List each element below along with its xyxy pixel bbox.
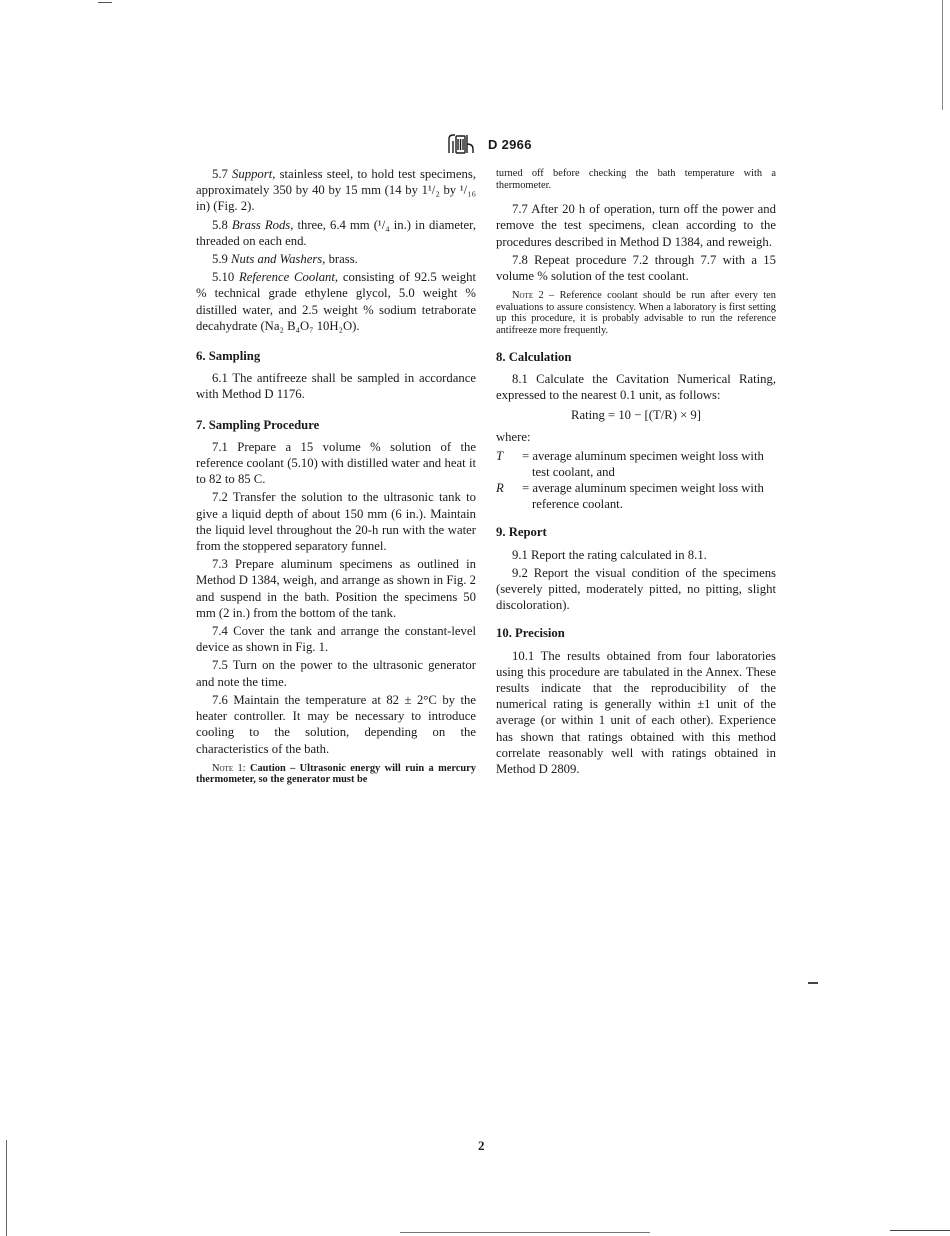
scan-mark (6, 1140, 7, 1236)
page-number: 2 (478, 1138, 485, 1153)
rating-formula: Rating = 10 − [(T/R) × 9] (571, 408, 701, 423)
scan-mark (942, 0, 943, 110)
paragraph-10-1: 10.1 The results obtained from four laboratories using this procedure are tabulated in the Annex. These results indicate that the reproducibility of the numerical rating is generally within ±1 unit of the average (or within 1 unit of each other). Experience has shown that ratings obtained with this method correlate reasonably well with ratings obtained in Method D 2809. (496, 648, 776, 777)
heading-sampling: 6. Sampling (196, 349, 261, 364)
paragraph-5-10: 5.10 Reference Coolant, consisting of 92.5 weight % technical grade ethylene glycol, 5.0 weight % distilled water, and 2.5 weight % sodium tetraborate decahydrate (Na₂ B₄O₇ 10H₂O). (196, 270, 477, 333)
astm-logo-icon (446, 133, 476, 155)
paragraph-5-8: 5.8 Brass Rods, three, 6.4 mm (¹/₄ in.) in diameter, threaded on each end. (196, 217, 476, 248)
page-header (446, 133, 532, 155)
note-2: Note 2 – Reference coolant should be run after every ten evaluations to assure consistency. When a laboratory is first setting up this procedure, it is probably advisable to run the reference antifreeze more frequently. (496, 290, 776, 336)
scan-mark (400, 1232, 650, 1233)
heading-calculation: 8. Calculation (496, 349, 572, 364)
definition-r: R = average aluminum specimen weight loss with reference coolant. (496, 481, 764, 512)
scan-mark (98, 2, 112, 3)
paragraph-9-2: 9.2 Report the visual condition of the specimens (severely pitted, moderately pitted, no pitting, slight discoloration). (496, 565, 776, 613)
heading-sampling-procedure: 7. Sampling Procedure (196, 417, 320, 432)
right-column (496, 166, 776, 779)
paragraph-7-8: 7.8 Repeat procedure 7.2 through 7.7 with a 15 volume % solution of the test coolant. (496, 252, 776, 283)
paragraph-5-7: 5.7 Support, stainless steel, to hold test specimens, approximately 350 by 40 by 15 mm (14 by 1¹/₂ by ¹/₁₆ in) (Fig. 2). (196, 167, 477, 214)
heading-report: 9. Report (496, 525, 547, 540)
note-1: Note 1: Caution – Ultrasonic energy will ruin a mercury thermometer, so the generator must be (196, 762, 476, 786)
paragraph-8-1: 8.1 Calculate the Cavitation Numerical Rating, expressed to the nearest 0.1 unit, as follows: (496, 371, 776, 402)
paragraph-7-5: 7.5 Turn on the power to the ultrasonic generator and note the time. (196, 658, 476, 689)
heading-precision: 10. Precision (496, 626, 565, 641)
standard-code: D 2966 (488, 136, 532, 152)
scan-mark (808, 982, 818, 984)
paragraph-7-2: 7.2 Transfer the solution to the ultrasonic tank to give a liquid depth of about 150 mm (6 in.). Maintain the liquid level throughout the 20-h run with the water from the stoppered separatory funnel. (196, 490, 476, 554)
paragraph-7-3: 7.3 Prepare aluminum specimens as outlined in Method D 1384, weigh, and arrange as shown in Fig. 2 and suspend in the bath. Position the specimens 50 mm (2 in.) from the bottom of the tank. (196, 557, 476, 620)
paragraph-7-4: 7.4 Cover the tank and arrange the constant-level device as shown in Fig. 1. (196, 624, 476, 655)
definition-t: T = average aluminum specimen weight loss with test coolant, and (496, 448, 764, 479)
scan-mark (890, 1230, 950, 1231)
note-1-continued: turned off before checking the bath temperature with a thermometer. (496, 168, 776, 191)
left-column (196, 166, 476, 790)
definitions-list (496, 448, 776, 513)
paragraph-9-1: 9.1 Report the rating calculated in 8.1. (512, 547, 707, 562)
paragraph-5-9: 5.9 Nuts and Washers, brass. (212, 252, 358, 267)
paragraph-7-7: 7.7 After 20 h of operation, turn off the power and remove the test specimens, clean according to the procedures described in Method D 1384, and reweigh. (496, 202, 776, 249)
paragraph-7-1: 7.1 Prepare a 15 volume % solution of the reference coolant (5.10) with distilled water and heat it to 82 to 85 C. (196, 439, 476, 487)
paragraph-7-6: 7.6 Maintain the temperature at 82 ± 2°C by the heater controller. It may be necessary to introduce cooling to the solution, depending on the characteristics of the bath. (196, 692, 476, 756)
paragraph-6-1: 6.1 The antifreeze shall be sampled in accordance with Method D 1176. (196, 371, 476, 402)
where-label: where: (496, 430, 531, 445)
